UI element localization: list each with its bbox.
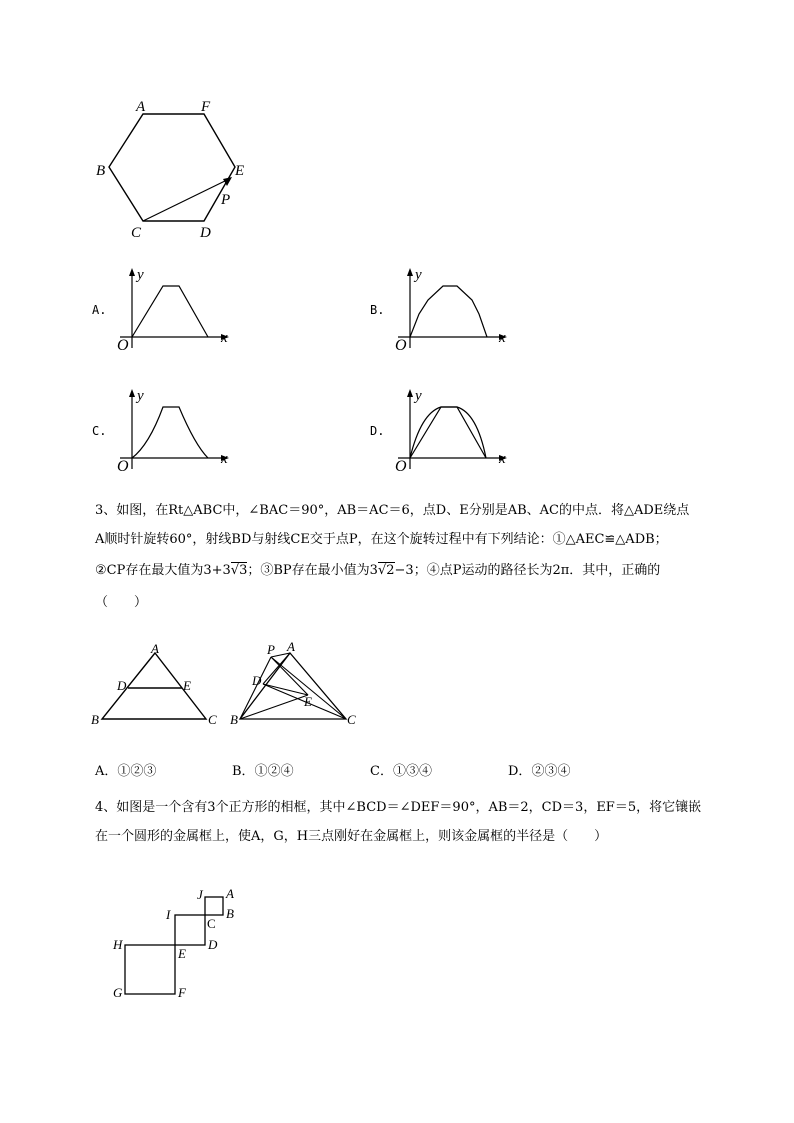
q4-line2: 在一个圆形的金属框上，使A，G，H三点刚好在金属框上，则该金属框的半径是（ ）	[95, 829, 608, 844]
q3-choice-b[interactable]: B．①②④	[232, 764, 294, 779]
q3-figure-1	[88, 638, 228, 728]
svg-text:C: C	[347, 712, 356, 727]
svg-text:B: B	[91, 712, 99, 727]
q3-choice-d[interactable]: D．②③④	[508, 764, 571, 779]
svg-text:x: x	[221, 330, 228, 346]
hex-label-d: D	[200, 225, 211, 241]
graph-c-curve	[132, 407, 208, 458]
svg-text:O: O	[395, 337, 407, 352]
svg-text:x: x	[499, 330, 506, 346]
graph-d-curve	[410, 407, 486, 458]
medium-square	[175, 915, 205, 945]
svg-text:O: O	[395, 458, 407, 473]
hexagon-figure	[90, 95, 260, 245]
graph-option-a-label: A.	[92, 303, 107, 317]
hex-label-a: A	[136, 99, 146, 115]
graph-option-b-label: B.	[370, 303, 385, 317]
svg-text:C: C	[208, 712, 217, 727]
svg-text:y: y	[137, 388, 144, 404]
svg-text:x: x	[221, 451, 228, 467]
graph-option-a	[115, 262, 240, 352]
graph-option-d-label: D.	[370, 424, 385, 438]
svg-text:I: I	[166, 907, 171, 922]
svg-text:A: A	[226, 886, 234, 901]
svg-text:P: P	[267, 642, 275, 657]
svg-text:D: D	[252, 673, 262, 688]
svg-text:O: O	[117, 337, 129, 352]
graph-option-b	[393, 262, 518, 352]
svg-text:C: C	[207, 916, 216, 931]
q3-line1: 3、如图，在Rt△ABC中，∠BAC＝90°，AB＝AC＝6，点D、E分别是AB、AC的中点．将△ADE绕点	[95, 503, 690, 518]
small-square	[205, 897, 223, 915]
svg-text:D: D	[117, 678, 127, 693]
svg-text:A: A	[287, 639, 295, 654]
graph-option-d	[393, 383, 518, 473]
hex-label-e: E	[235, 163, 245, 179]
hex-label-c: C	[131, 225, 142, 241]
svg-text:H: H	[113, 937, 123, 952]
svg-text:E: E	[178, 946, 186, 961]
large-square	[125, 945, 175, 994]
svg-text:B: B	[230, 712, 238, 727]
q3-figure-2	[227, 638, 357, 728]
svg-text:y: y	[415, 267, 422, 283]
svg-text:A: A	[151, 641, 159, 656]
svg-text:F: F	[178, 985, 186, 1000]
graph-option-c	[115, 383, 240, 473]
hex-label-b: B	[96, 163, 106, 179]
svg-text:y: y	[415, 388, 422, 404]
svg-text:G: G	[113, 985, 123, 1000]
svg-text:O: O	[117, 458, 129, 473]
hex-label-p: P	[221, 192, 231, 208]
svg-text:E: E	[304, 694, 312, 709]
q4-squares-figure	[105, 880, 255, 1005]
graph-a-curve	[132, 286, 208, 337]
q3-line2: A顺时针旋转60°，射线BD与射线CE交于点P，在这个旋转过程中有下列结论：①△AEC≌△ADB；	[95, 532, 668, 547]
hexagon-shape	[109, 114, 235, 221]
svg-text:J: J	[197, 887, 203, 902]
svg-text:x: x	[499, 451, 506, 467]
q3-choice-c[interactable]: C．①③④	[370, 764, 432, 779]
hex-label-f: F	[201, 99, 211, 115]
svg-text:D: D	[208, 937, 218, 952]
svg-text:B: B	[226, 906, 234, 921]
svg-text:y: y	[137, 267, 144, 283]
graph-option-c-label: C.	[92, 424, 107, 438]
q3-line3: ②CP存在最大值为3+3√3；③BP存在最小值为3√2−3；④点P运动的路径长为2π．其中，正确的	[95, 563, 661, 578]
graph-b-curve	[410, 286, 487, 337]
svg-text:E: E	[183, 678, 191, 693]
q4-line1: 4、如图是一个含有3个正方形的相框，其中∠BCD＝∠DEF＝90°，AB＝2，CD＝3，EF＝5，将它镶嵌	[95, 800, 702, 815]
q3-choice-a[interactable]: A．①②③	[95, 764, 157, 779]
q3-line4: （ ）	[95, 595, 148, 610]
